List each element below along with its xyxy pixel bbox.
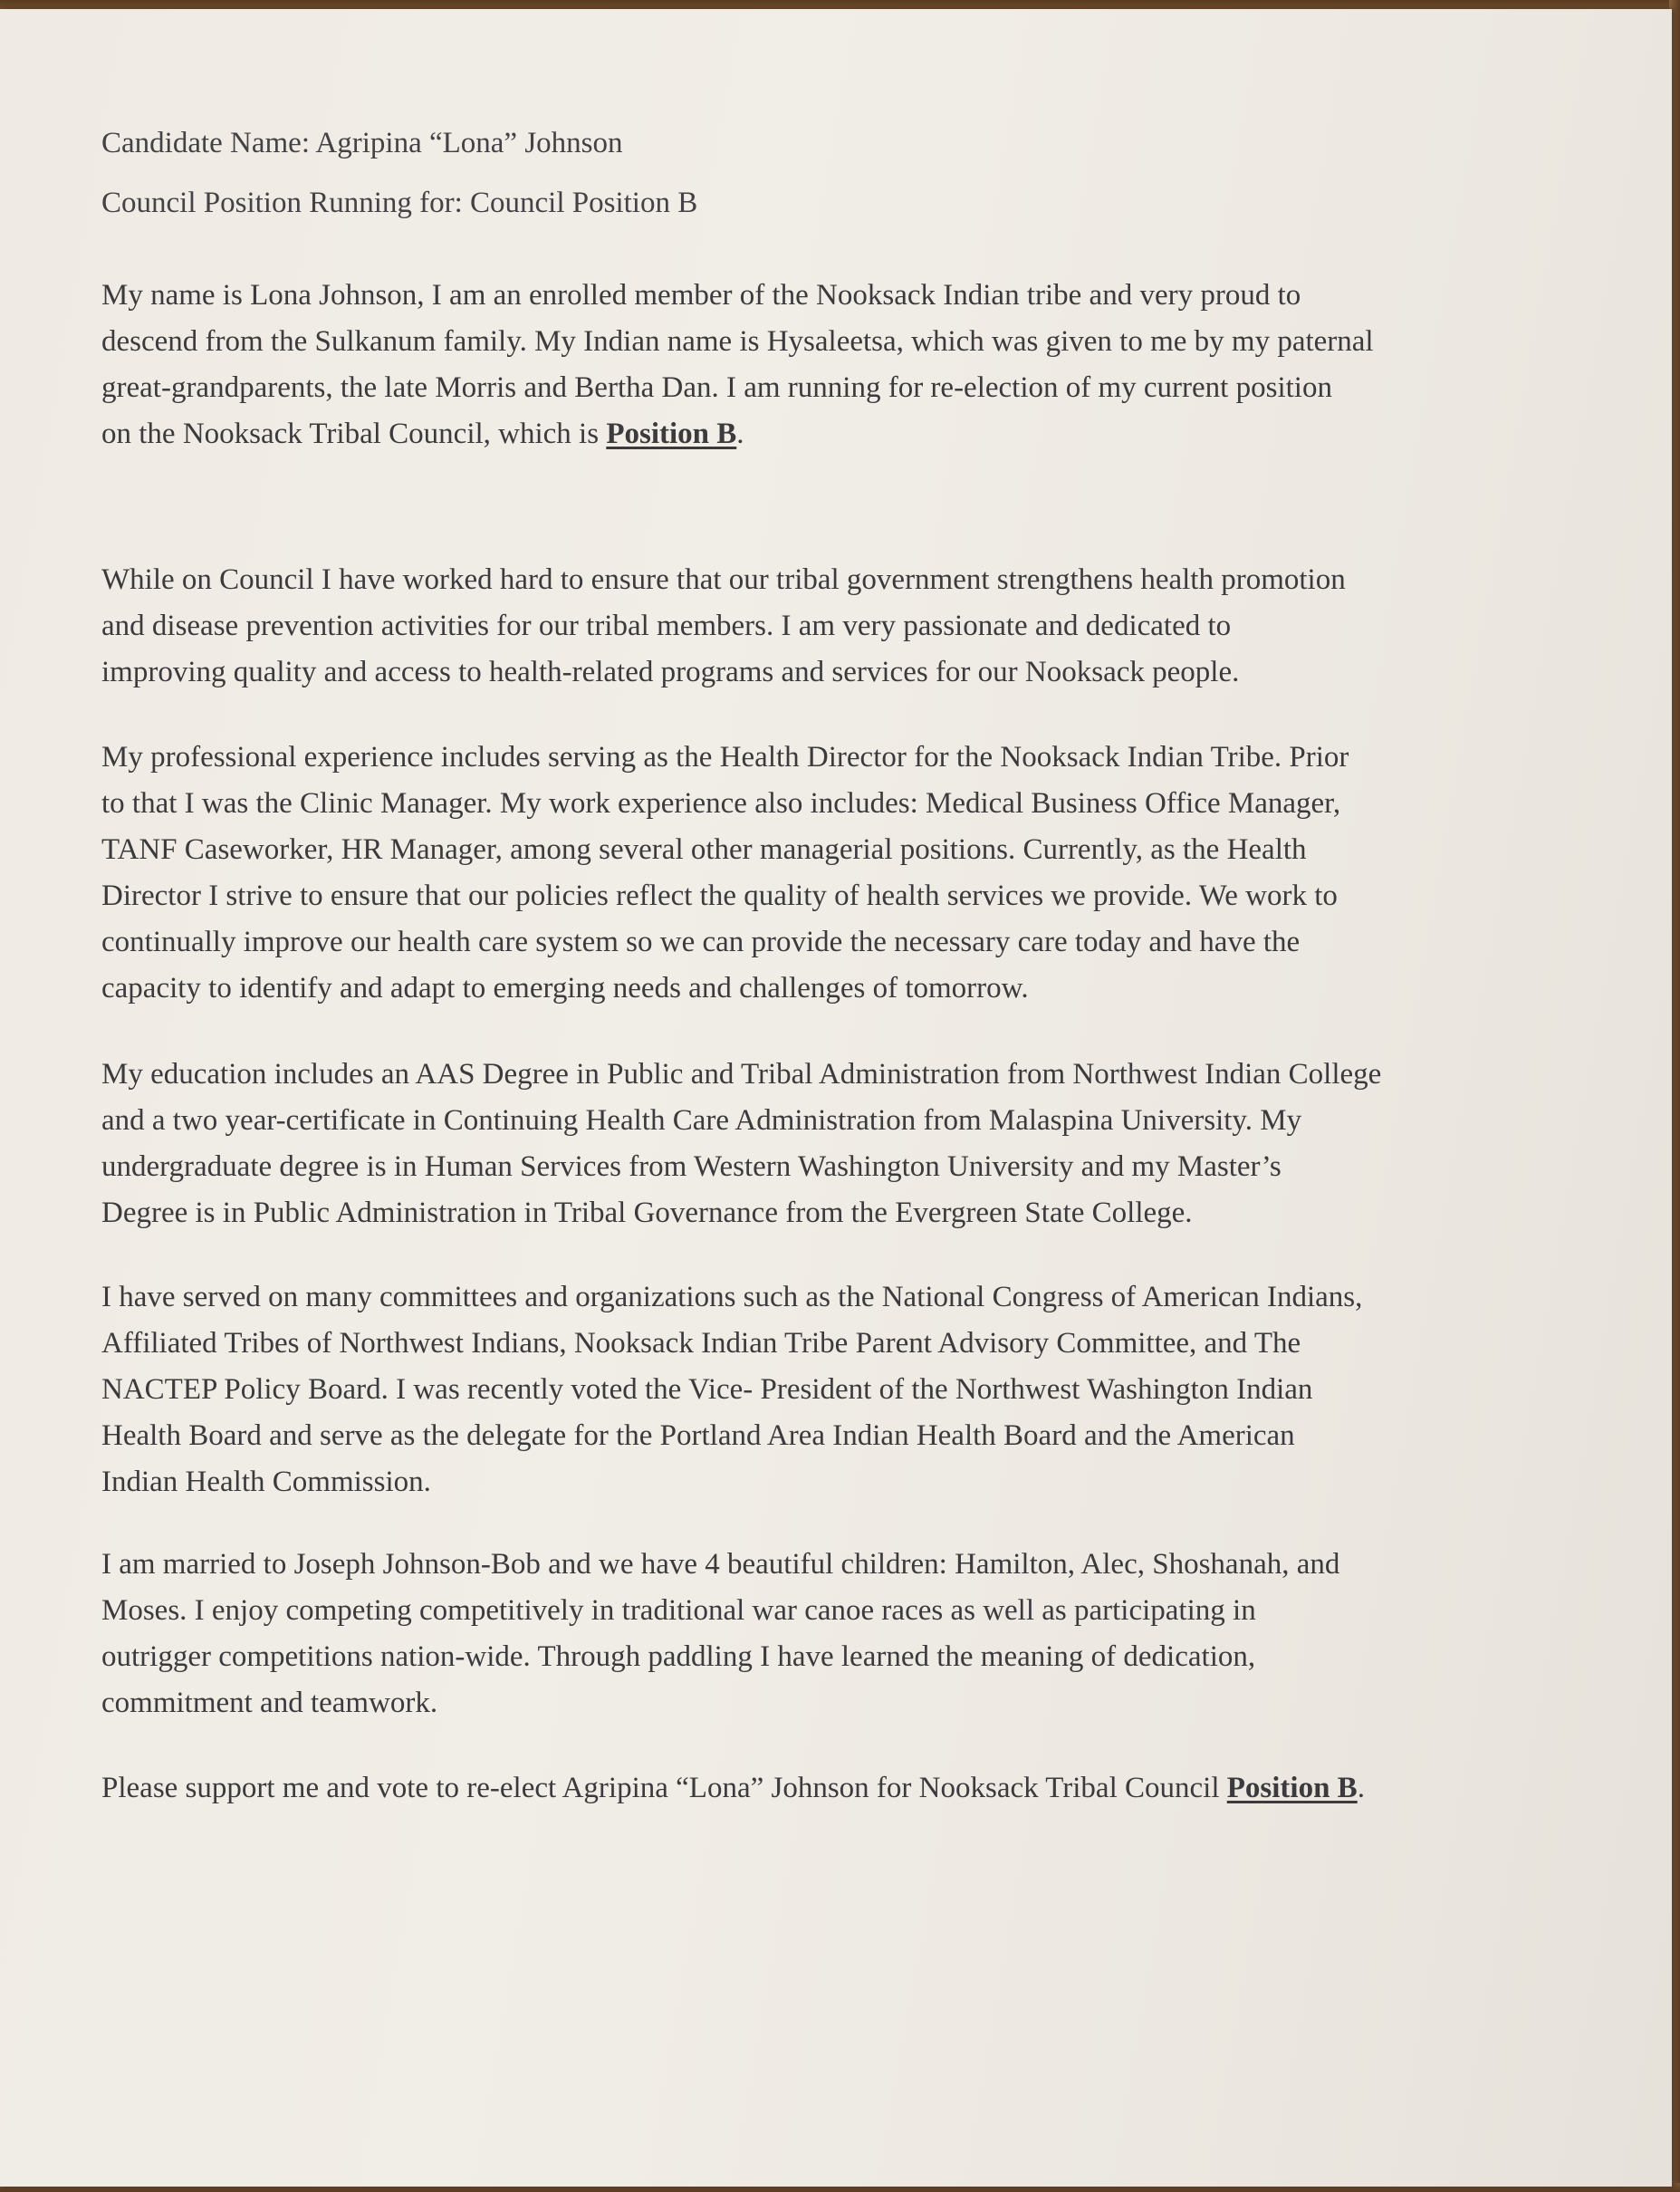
paragraph-council-work xyxy=(101,557,1578,696)
paragraph-line: and a two year-certificate in Continuing Health Care Administration from Malaspina University. My xyxy=(101,1104,1302,1137)
paragraph-line: improving quality and access to health-related programs and services for our Nooksack people. xyxy=(101,656,1240,688)
paragraph-line: Affiliated Tribes of Northwest Indians, Nooksack Indian Tribe Parent Advisory Committee, and The xyxy=(101,1327,1301,1360)
intro-period: . xyxy=(736,418,744,450)
paragraph-line: undergraduate degree is in Human Services from Western Washington University and my Master’s xyxy=(101,1150,1282,1183)
paragraph-line: Director I strive to ensure that our policies reflect the quality of health services we provide. We work to xyxy=(101,880,1338,912)
paragraph-line: continually improve our health care system so we can provide the necessary care today and have the xyxy=(101,926,1301,958)
paragraph-line: My education includes an AAS Degree in Public and Tribal Administration from Northwest Indian College xyxy=(101,1058,1382,1091)
paragraph-line: descend from the Sulkanum family. My Indian name is Hysaleetsa, which was given to me by my paternal xyxy=(101,325,1374,358)
paragraph-line: Indian Health Commission. xyxy=(101,1466,431,1498)
paragraph-line-last xyxy=(101,411,1578,457)
paragraph-professional-experience xyxy=(101,735,1578,1012)
position-b-emphasis: Position B xyxy=(606,418,737,450)
paragraph-line: and disease prevention activities for our tribal members. I am very passionate and dedicated to xyxy=(101,610,1232,642)
paragraph-family xyxy=(101,1542,1578,1726)
closing-period: . xyxy=(1357,1772,1365,1804)
paragraph-line: capacity to identify and adapt to emerging needs and challenges of tomorrow. xyxy=(101,972,1029,1005)
position-b-emphasis: Position B xyxy=(1226,1772,1358,1804)
paragraph-line: outrigger competitions nation-wide. Through paddling I have learned the meaning of dedication, xyxy=(101,1640,1256,1673)
council-position: Council Position Running for: Council Position B xyxy=(101,187,698,219)
intro-text: on the Nooksack Tribal Council, which is xyxy=(101,418,607,450)
candidate-name: Candidate Name: Agripina “Lona” Johnson xyxy=(101,127,623,159)
paragraph-line: I have served on many committees and organizations such as the National Congress of American Indians, xyxy=(101,1281,1363,1313)
paragraph-line: My professional experience includes serving as the Health Director for the Nooksack Indian Tribe. Prior xyxy=(101,741,1349,774)
paragraph-committees xyxy=(101,1274,1578,1505)
paper-sheet xyxy=(0,9,1672,2187)
paragraph-line: commitment and teamwork. xyxy=(101,1687,438,1719)
paragraph-line: TANF Caseworker, HR Manager, among several other managerial positions. Currently, as the Health xyxy=(101,833,1307,866)
paragraph-line: Moses. I enjoy competing competitively in traditional war canoe races as well as participating in xyxy=(101,1594,1256,1627)
paragraph-education xyxy=(101,1052,1578,1236)
paragraph-introduction xyxy=(101,273,1578,457)
paragraph-line: Health Board and serve as the delegate for the Portland Area Indian Health Board and the American xyxy=(101,1419,1295,1452)
paragraph-line: to that I was the Clinic Manager. My work experience also includes: Medical Business Office Manager, xyxy=(101,787,1341,820)
paragraph-line: Degree is in Public Administration in Tribal Governance from the Evergreen State College. xyxy=(101,1197,1193,1229)
paragraph-line: While on Council I have worked hard to ensure that our tribal government strengthens health promotion xyxy=(101,563,1346,596)
paragraph-line: My name is Lona Johnson, I am an enrolled member of the Nooksack Indian tribe and very proud to xyxy=(101,279,1301,312)
paragraph-line: NACTEP Policy Board. I was recently voted the Vice- President of the Northwest Washington Indian xyxy=(101,1373,1313,1406)
paragraph-line: I am married to Joseph Johnson-Bob and we have 4 beautiful children: Hamilton, Alec, Shoshanah, and xyxy=(101,1548,1340,1581)
paragraph-line: great-grandparents, the late Morris and Bertha Dan. I am running for re-election of my current position xyxy=(101,371,1332,404)
closing-text: Please support me and vote to re-elect Agripina “Lona” Johnson for Nooksack Tribal Council xyxy=(101,1772,1227,1804)
closing-statement xyxy=(101,1765,1578,1812)
closing-line xyxy=(101,1765,1578,1812)
